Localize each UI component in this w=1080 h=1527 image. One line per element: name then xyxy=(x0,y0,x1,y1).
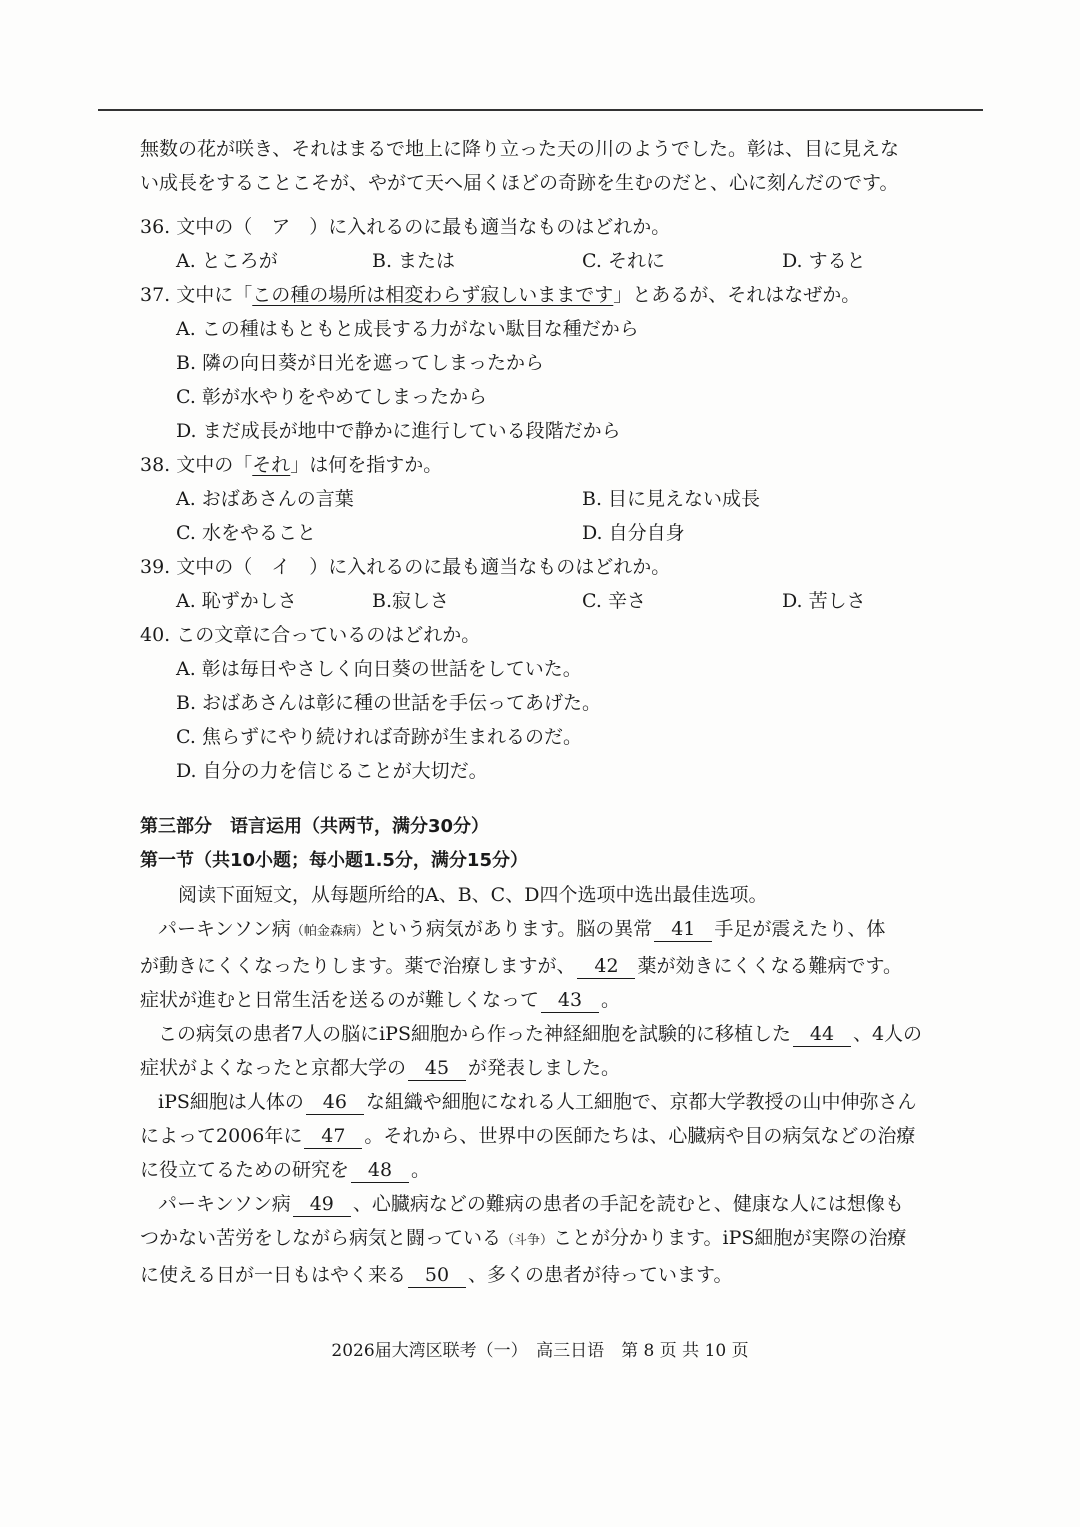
cloze-line xyxy=(140,949,970,983)
cloze-text: iPS細胞は人体の xyxy=(158,1091,304,1113)
blank-48: 48 xyxy=(351,1158,409,1183)
cloze-passage xyxy=(140,912,970,1292)
question-40 xyxy=(140,618,970,788)
header-rule xyxy=(98,109,983,111)
question-stem xyxy=(140,448,970,482)
cloze-text: パーキンソン病 xyxy=(158,1193,291,1215)
cloze-line xyxy=(140,983,970,1017)
blank-42: 42 xyxy=(577,954,635,979)
stem-suffix: 」とあるが、それはなぜか。 xyxy=(613,284,861,306)
cloze-line xyxy=(140,912,970,949)
option-d: D. まだ成長が地中で静かに進行している段階だから xyxy=(176,420,621,442)
stem-suffix: 」は何を指すか。 xyxy=(290,454,443,476)
option-a: A. おばあさんの言葉 xyxy=(176,488,354,510)
option-a: A. この種はもともと成長する力がない駄目な種だから xyxy=(176,318,639,340)
option-d: D. 自分の力を信じることが大切だ。 xyxy=(176,760,488,782)
question-stem: 39. 文中の（ イ ）に入れるのに最も適当なものはどれか。 xyxy=(140,556,671,578)
cloze-line xyxy=(140,1085,970,1119)
cloze-text: パーキンソン病 xyxy=(158,918,291,940)
blank-49: 49 xyxy=(293,1192,351,1217)
cloze-line xyxy=(140,1221,970,1258)
cloze-text: 手足が震えたり、体 xyxy=(714,918,886,940)
cloze-text: 、多くの患者が待っています。 xyxy=(468,1264,733,1286)
cloze-text: 、4人の xyxy=(852,1023,923,1045)
cloze-text: 薬が効きにくくなる難病です。 xyxy=(637,955,902,977)
option-b: B. または xyxy=(372,250,456,272)
cloze-line xyxy=(140,1187,970,1221)
option-b: B. 目に見えない成長 xyxy=(582,488,761,510)
option-a: A. 恥ずかしさ xyxy=(176,590,297,612)
cloze-text: 症状がよくなったと京都大学の xyxy=(140,1057,407,1079)
part-title: 第三部分 语言运用（共两节，满分30分） xyxy=(140,816,490,837)
option-c: C. 辛さ xyxy=(582,590,646,612)
question-37 xyxy=(140,278,970,448)
cloze-text: 症状が進むと日常生活を送るのが難しくなって xyxy=(140,989,540,1011)
question-stem xyxy=(140,278,970,312)
quoted-text: この種の場所は相変わらず寂しいままです xyxy=(252,284,614,306)
question-stem: 40. この文章に合っているのはどれか。 xyxy=(140,624,481,646)
question-39 xyxy=(140,550,970,618)
exam-page-body xyxy=(140,132,970,1292)
blank-44: 44 xyxy=(793,1022,851,1047)
passage-line: 無数の花が咲き、それはまるで地上に降り立った天の川のようでした。彰は、目に見えな xyxy=(140,138,900,160)
section-instruction: 阅读下面短文，从每题所给的A、B、C、D四个选项中选出最佳选项。 xyxy=(178,884,768,906)
question-38 xyxy=(140,448,970,550)
option-c: C. 水をやること xyxy=(176,522,316,544)
option-a: A. ところが xyxy=(176,250,278,272)
cloze-text: が発表しました。 xyxy=(468,1057,621,1079)
cloze-text: 。 xyxy=(411,1159,431,1181)
cloze-text: 。それから、世界中の医師たちは、心臓病や目の病気などの治療 xyxy=(364,1125,916,1147)
question-stem: 36. 文中の（ ア ）に入れるのに最も適当なものはどれか。 xyxy=(140,216,671,238)
option-b: B. 隣の向日葵が日光を遮ってしまったから xyxy=(176,352,545,374)
stem-prefix: 38. 文中の「 xyxy=(140,454,253,476)
cloze-line xyxy=(140,1119,970,1153)
cloze-text: に役立てるための研究を xyxy=(140,1159,350,1181)
blank-41: 41 xyxy=(654,917,712,942)
question-36 xyxy=(140,210,970,278)
option-a: A. 彰は毎日やさしく向日葵の世話をしていた。 xyxy=(176,658,582,680)
option-d: D. 苦しさ xyxy=(782,590,866,612)
cloze-text: ことが分かります。iPS細胞が実際の治療 xyxy=(553,1227,907,1249)
passage-line: い成長をすることこそが、やがて天へ届くほどの奇跡を生むのだと、心に刻んだのです。 xyxy=(140,172,899,194)
page-footer: 2026届大湾区联考（一） 高三日语 第 8 页 共 10 页 xyxy=(331,1341,749,1361)
cloze-text: 、心臓病などの難病の患者の手記を読むと、健康な人には想像も xyxy=(352,1193,904,1215)
cloze-text: この病気の患者7人の脳にiPS細胞から作った神経細胞を試験的に移植した xyxy=(158,1023,791,1045)
cloze-text: つかない苦労をしながら病気と闘っている xyxy=(140,1227,502,1249)
cloze-line xyxy=(140,1258,970,1292)
option-d: D. 自分自身 xyxy=(582,522,685,544)
option-c: C. 焦らずにやり続ければ奇跡が生まれるのだ。 xyxy=(176,726,582,748)
cloze-text: な組織や細胞になれる人工細胞で、京都大学教授の山中伸弥さん xyxy=(365,1091,917,1113)
cloze-text: という病気があります。脳の異常 xyxy=(368,918,653,940)
stem-prefix: 37. 文中に「 xyxy=(140,284,253,306)
cloze-line xyxy=(140,1153,970,1187)
cloze-text: が動きにくくなったりします。薬で治療しますが、 xyxy=(140,955,576,977)
cloze-note: （斗争） xyxy=(501,1233,554,1248)
section-title: 第一节（共10小题；每小题1.5分，满分15分） xyxy=(140,850,528,871)
blank-46: 46 xyxy=(306,1090,364,1115)
cloze-line xyxy=(140,1017,970,1051)
option-b: B.寂しさ xyxy=(372,590,450,612)
option-c: C. 彰が水やりをやめてしまったから xyxy=(176,386,487,408)
cloze-note: （帕金森病） xyxy=(290,924,369,939)
blank-50: 50 xyxy=(408,1263,466,1288)
cloze-text: によって2006年に xyxy=(140,1125,303,1147)
cloze-line xyxy=(140,1051,970,1085)
blank-43: 43 xyxy=(541,988,599,1013)
option-c: C. それに xyxy=(582,250,665,272)
cloze-text: に使える日が一日もはやく来る xyxy=(140,1264,407,1286)
option-b: B. おばあさんは彰に種の世話を手伝ってあげた。 xyxy=(176,692,602,714)
blank-47: 47 xyxy=(304,1124,362,1149)
option-d: D. すると xyxy=(782,250,866,272)
cloze-text: 。 xyxy=(601,989,621,1011)
blank-45: 45 xyxy=(408,1056,466,1081)
quoted-text: それ xyxy=(252,454,291,476)
